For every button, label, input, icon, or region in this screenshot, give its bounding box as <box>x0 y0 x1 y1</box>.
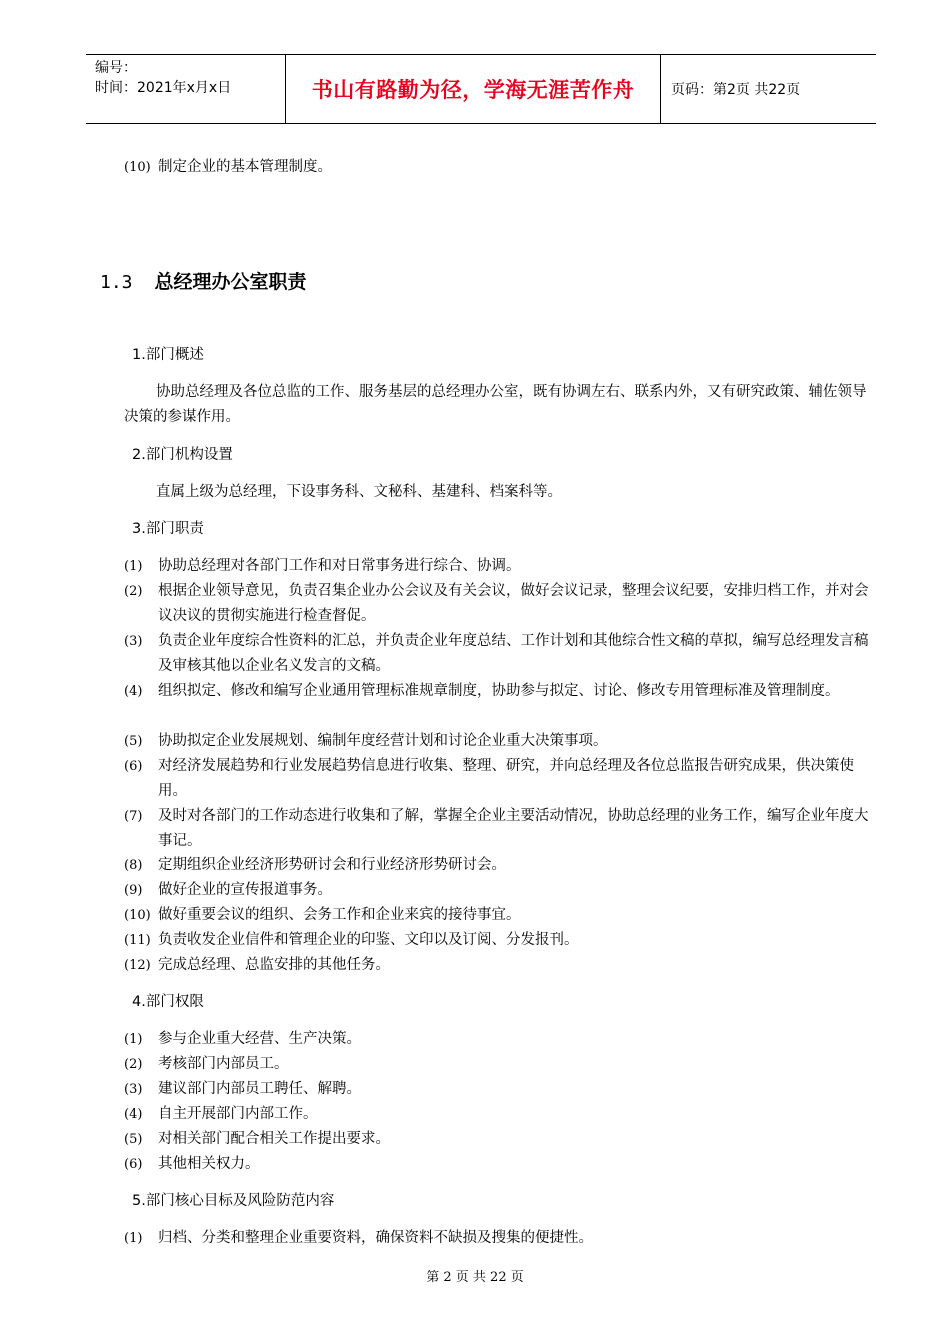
section-number: 1.3 <box>100 272 133 293</box>
list-item <box>124 729 874 754</box>
header-motto: 书山有路勤为径，学海无涯苦作舟 <box>286 55 661 123</box>
item-number: (7) <box>124 809 143 824</box>
authority-heading: 4.部门权限 <box>132 994 204 1010</box>
header-meta <box>86 55 286 123</box>
item-text: 自主开展部门内部工作。 <box>158 1106 318 1122</box>
item-text: 归档、分类和整理企业重要资料，确保资料不缺损及搜集的便捷性。 <box>158 1230 593 1246</box>
item-number: (11) <box>124 933 151 948</box>
item-text: 建议部门内部员工聘任、解聘。 <box>158 1081 361 1097</box>
list-item <box>124 554 874 579</box>
list-item <box>124 1052 874 1077</box>
structure-paragraph: 直属上级为总经理，下设事务科、文秘科、基建科、档案科等。 <box>156 484 562 500</box>
item-text: 组织拟定、修改和编写企业通用管理标准规章制度，协助参与拟定、讨论、修改专用管理标准及管理制度。 <box>158 683 840 699</box>
list-item <box>124 754 874 804</box>
item-text: 负责企业年度综合性资料的汇总，并负责企业年度总结、工作计划和其他综合性文稿的草拟，编写总经理发言稿及审核其他以企业名义发言的文稿。 <box>158 633 869 674</box>
item-text: 做好企业的宣传报道事务。 <box>158 882 332 898</box>
item-number: (10) <box>124 908 151 923</box>
item-number: (3) <box>124 1082 143 1097</box>
item-number: (2) <box>124 584 143 599</box>
duties-heading: 3.部门职责 <box>132 521 204 537</box>
list-item <box>124 804 874 854</box>
list-item <box>124 1102 874 1127</box>
list-item <box>124 928 874 953</box>
item-number: (4) <box>124 684 143 699</box>
item-number: (3) <box>124 634 143 649</box>
item-text: 考核部门内部员工。 <box>158 1056 289 1072</box>
item-text: 对经济发展趋势和行业发展趋势信息进行收集、整理、研究，并向总经理及各位总监报告研究成果，供决策使用。 <box>158 758 854 799</box>
item-number: (6) <box>124 1157 143 1172</box>
list-item <box>124 629 874 679</box>
item-number: (12) <box>124 958 151 973</box>
item-text: 协助拟定企业发展规划、编制年度经营计划和讨论企业重大决策事项。 <box>158 733 608 749</box>
item-text: 负责收发企业信件和管理企业的印鉴、文印以及订阅、分发报刊。 <box>158 932 579 948</box>
header-page-info: 页码：第2页 共22页 <box>671 82 801 98</box>
item-number: (1) <box>124 559 143 574</box>
item-text: 对相关部门配合相关工作提出要求。 <box>158 1131 390 1147</box>
item-text: 定期组织企业经济形势研讨会和行业经济形势研讨会。 <box>158 857 506 873</box>
item-number: (5) <box>124 1132 143 1147</box>
list-item <box>124 679 874 704</box>
item-text: 制定企业的基本管理制度。 <box>158 159 332 175</box>
item-number: (1) <box>124 1231 143 1246</box>
targets-heading: 5.部门核心目标及风险防范内容 <box>132 1193 335 1209</box>
list-item <box>124 155 874 180</box>
list-item <box>124 1226 874 1251</box>
page-header <box>86 54 876 124</box>
item-text: 及时对各部门的工作动态进行收集和了解，掌握全企业主要活动情况，协助总经理的业务工作，编写企业年度大事记。 <box>158 808 869 849</box>
item-number: (8) <box>124 858 143 873</box>
overview-heading: 1.部门概述 <box>132 347 204 363</box>
item-number: (4) <box>124 1107 143 1122</box>
overview-paragraph: 协助总经理及各位总监的工作、服务基层的总经理办公室，既有协调左右、联系内外，又有研究政策、辅佐领导决策的参谋作用。 <box>124 384 867 425</box>
item-number: (10) <box>124 160 151 175</box>
list-item <box>124 1077 874 1102</box>
list-item <box>124 903 874 928</box>
list-item <box>124 878 874 903</box>
list-item <box>124 1127 874 1152</box>
list-item <box>124 953 874 978</box>
item-number: (2) <box>124 1057 143 1072</box>
item-text: 做好重要会议的组织、会务工作和企业来宾的接待事宜。 <box>158 907 521 923</box>
item-number: (5) <box>124 734 143 749</box>
list-item <box>124 579 874 629</box>
item-text: 其他相关权力。 <box>158 1156 260 1172</box>
serial-label: 编号： <box>95 60 137 76</box>
time-label: 时间：2021年x月x日 <box>95 80 232 96</box>
section-heading: 总经理办公室职责 <box>154 271 307 293</box>
list-item <box>124 1027 874 1052</box>
list-item <box>124 853 874 878</box>
item-number: (6) <box>124 759 143 774</box>
item-text: 参与企业重大经营、生产决策。 <box>158 1031 361 1047</box>
item-number: (9) <box>124 883 143 898</box>
item-text: 完成总经理、总监安排的其他任务。 <box>158 957 390 973</box>
list-item <box>124 1152 874 1177</box>
structure-heading: 2.部门机构设置 <box>132 447 233 463</box>
section-title <box>100 268 307 297</box>
item-text: 协助总经理对各部门工作和对日常事务进行综合、协调。 <box>158 558 521 574</box>
item-text: 根据企业领导意见，负责召集企业办公会议及有关会议，做好会议记录，整理会议纪要，安排归档工作，并对会议决议的贯彻实施进行检查督促。 <box>158 583 869 624</box>
item-number: (1) <box>124 1032 143 1047</box>
page-footer: 第 2 页 共 22 页 <box>426 1270 524 1285</box>
